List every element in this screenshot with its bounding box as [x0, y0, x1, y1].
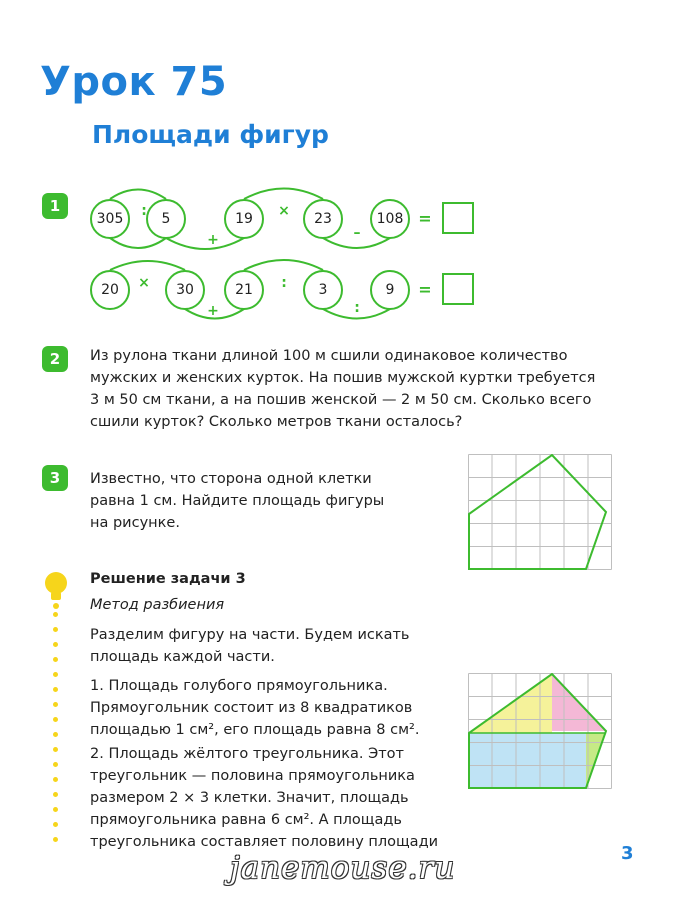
solution-step-1 [90, 675, 419, 741]
chain-arc [244, 260, 323, 270]
partition-figure [468, 673, 612, 789]
answer-box[interactable] [442, 273, 474, 305]
task-number-badge: 2 [42, 346, 68, 372]
solution-heading: Решение задачи 3 [90, 571, 246, 587]
dotted-divider [53, 747, 58, 752]
chain-number: 9 [370, 270, 410, 310]
solution-intro [90, 624, 409, 668]
chain-arc [110, 190, 166, 200]
dotted-divider [53, 822, 58, 827]
lesson-title: Урок 75 [40, 59, 228, 105]
page-number: 3 [621, 843, 634, 864]
dotted-divider [53, 717, 58, 722]
chain-number: 23 [303, 199, 343, 239]
dotted-divider [53, 702, 58, 707]
dotted-divider [53, 732, 58, 737]
solution-method: Метод разбиения [90, 597, 225, 613]
text-line: треугольника составляет половину площади [90, 834, 439, 850]
text-line: Прямоугольник состоит из 8 квадратиков [90, 700, 413, 716]
task-text [90, 468, 384, 534]
text-line: 1. Площадь голубого прямоугольника. [90, 678, 388, 694]
dotted-divider [53, 642, 58, 647]
text-line: сшили курток? Сколько метров ткани осталось? [90, 414, 463, 430]
operator-sign: × [138, 275, 150, 291]
dotted-divider [53, 672, 58, 677]
chain-arc [244, 189, 323, 200]
text-line: треугольник — половина прямоугольника [90, 768, 415, 784]
chain-number: 30 [165, 270, 205, 310]
dotted-divider [53, 687, 58, 692]
task-number-badge: 3 [42, 465, 68, 491]
text-line: на рисунке. [90, 515, 180, 531]
dotted-divider [53, 657, 58, 662]
chain-number: 108 [370, 199, 410, 239]
text-line: 3 м 50 см ткани, а на пошив женской — 2 м 50 см. Сколько всего [90, 392, 592, 408]
grid-lines [469, 455, 612, 570]
chain-number: 305 [90, 199, 130, 239]
text-line: прямоугольника равна 6 см². А площадь [90, 812, 402, 828]
dotted-divider [53, 807, 58, 812]
operator-sign: : [281, 275, 287, 291]
text-line: Разделим фигуру на части. Будем искать [90, 627, 410, 643]
text-line: равна 1 см. Найдите площадь фигуры [90, 493, 385, 509]
chain-number: 3 [303, 270, 343, 310]
chain-number: 5 [146, 199, 186, 239]
chain-arc [166, 238, 244, 249]
equals-sign: = [418, 280, 432, 299]
operator-sign: × [278, 203, 290, 219]
chain-number: 19 [224, 199, 264, 239]
text-line: 2. Площадь жёлтого треугольника. Этот [90, 746, 404, 762]
answer-box[interactable] [442, 202, 474, 234]
text-line: Известно, что сторона одной клетки [90, 471, 372, 487]
watermark: janemouse.ru [230, 850, 456, 886]
operator-sign: : [141, 203, 147, 219]
task-number-badge: 1 [42, 193, 68, 219]
dotted-divider [53, 837, 58, 842]
dotted-divider [53, 762, 58, 767]
dotted-divider [53, 792, 58, 797]
text-line: площадью 1 см², его площадь равна 8 см². [90, 722, 420, 738]
text-line: мужских и женских курток. На пошив мужской куртки требуется [90, 370, 596, 386]
operator-sign: + [207, 232, 219, 248]
dotted-divider [53, 612, 58, 617]
text-line: Из рулона ткани длиной 100 м сшили одинаковое количество [90, 348, 568, 364]
task-text [90, 345, 595, 433]
operator-sign: – [353, 225, 361, 241]
chain-arc [110, 261, 185, 270]
blue-rectangle [469, 733, 606, 788]
dotted-divider [53, 627, 58, 632]
chain-number: 21 [224, 270, 264, 310]
operator-sign: : [354, 300, 360, 316]
solution-step-2 [90, 743, 438, 853]
operator-sign: + [207, 303, 219, 319]
lesson-subtitle: Площади фигур [92, 120, 329, 149]
chain-arc [110, 238, 166, 248]
pentagon-figure [468, 454, 612, 570]
chain-number: 20 [90, 270, 130, 310]
text-line: размером 2 × 3 клетки. Значит, площадь [90, 790, 409, 806]
text-line: площадь каждой части. [90, 649, 275, 665]
pentagon-outline [469, 455, 606, 569]
dotted-divider [53, 777, 58, 782]
equals-sign: = [418, 209, 432, 228]
